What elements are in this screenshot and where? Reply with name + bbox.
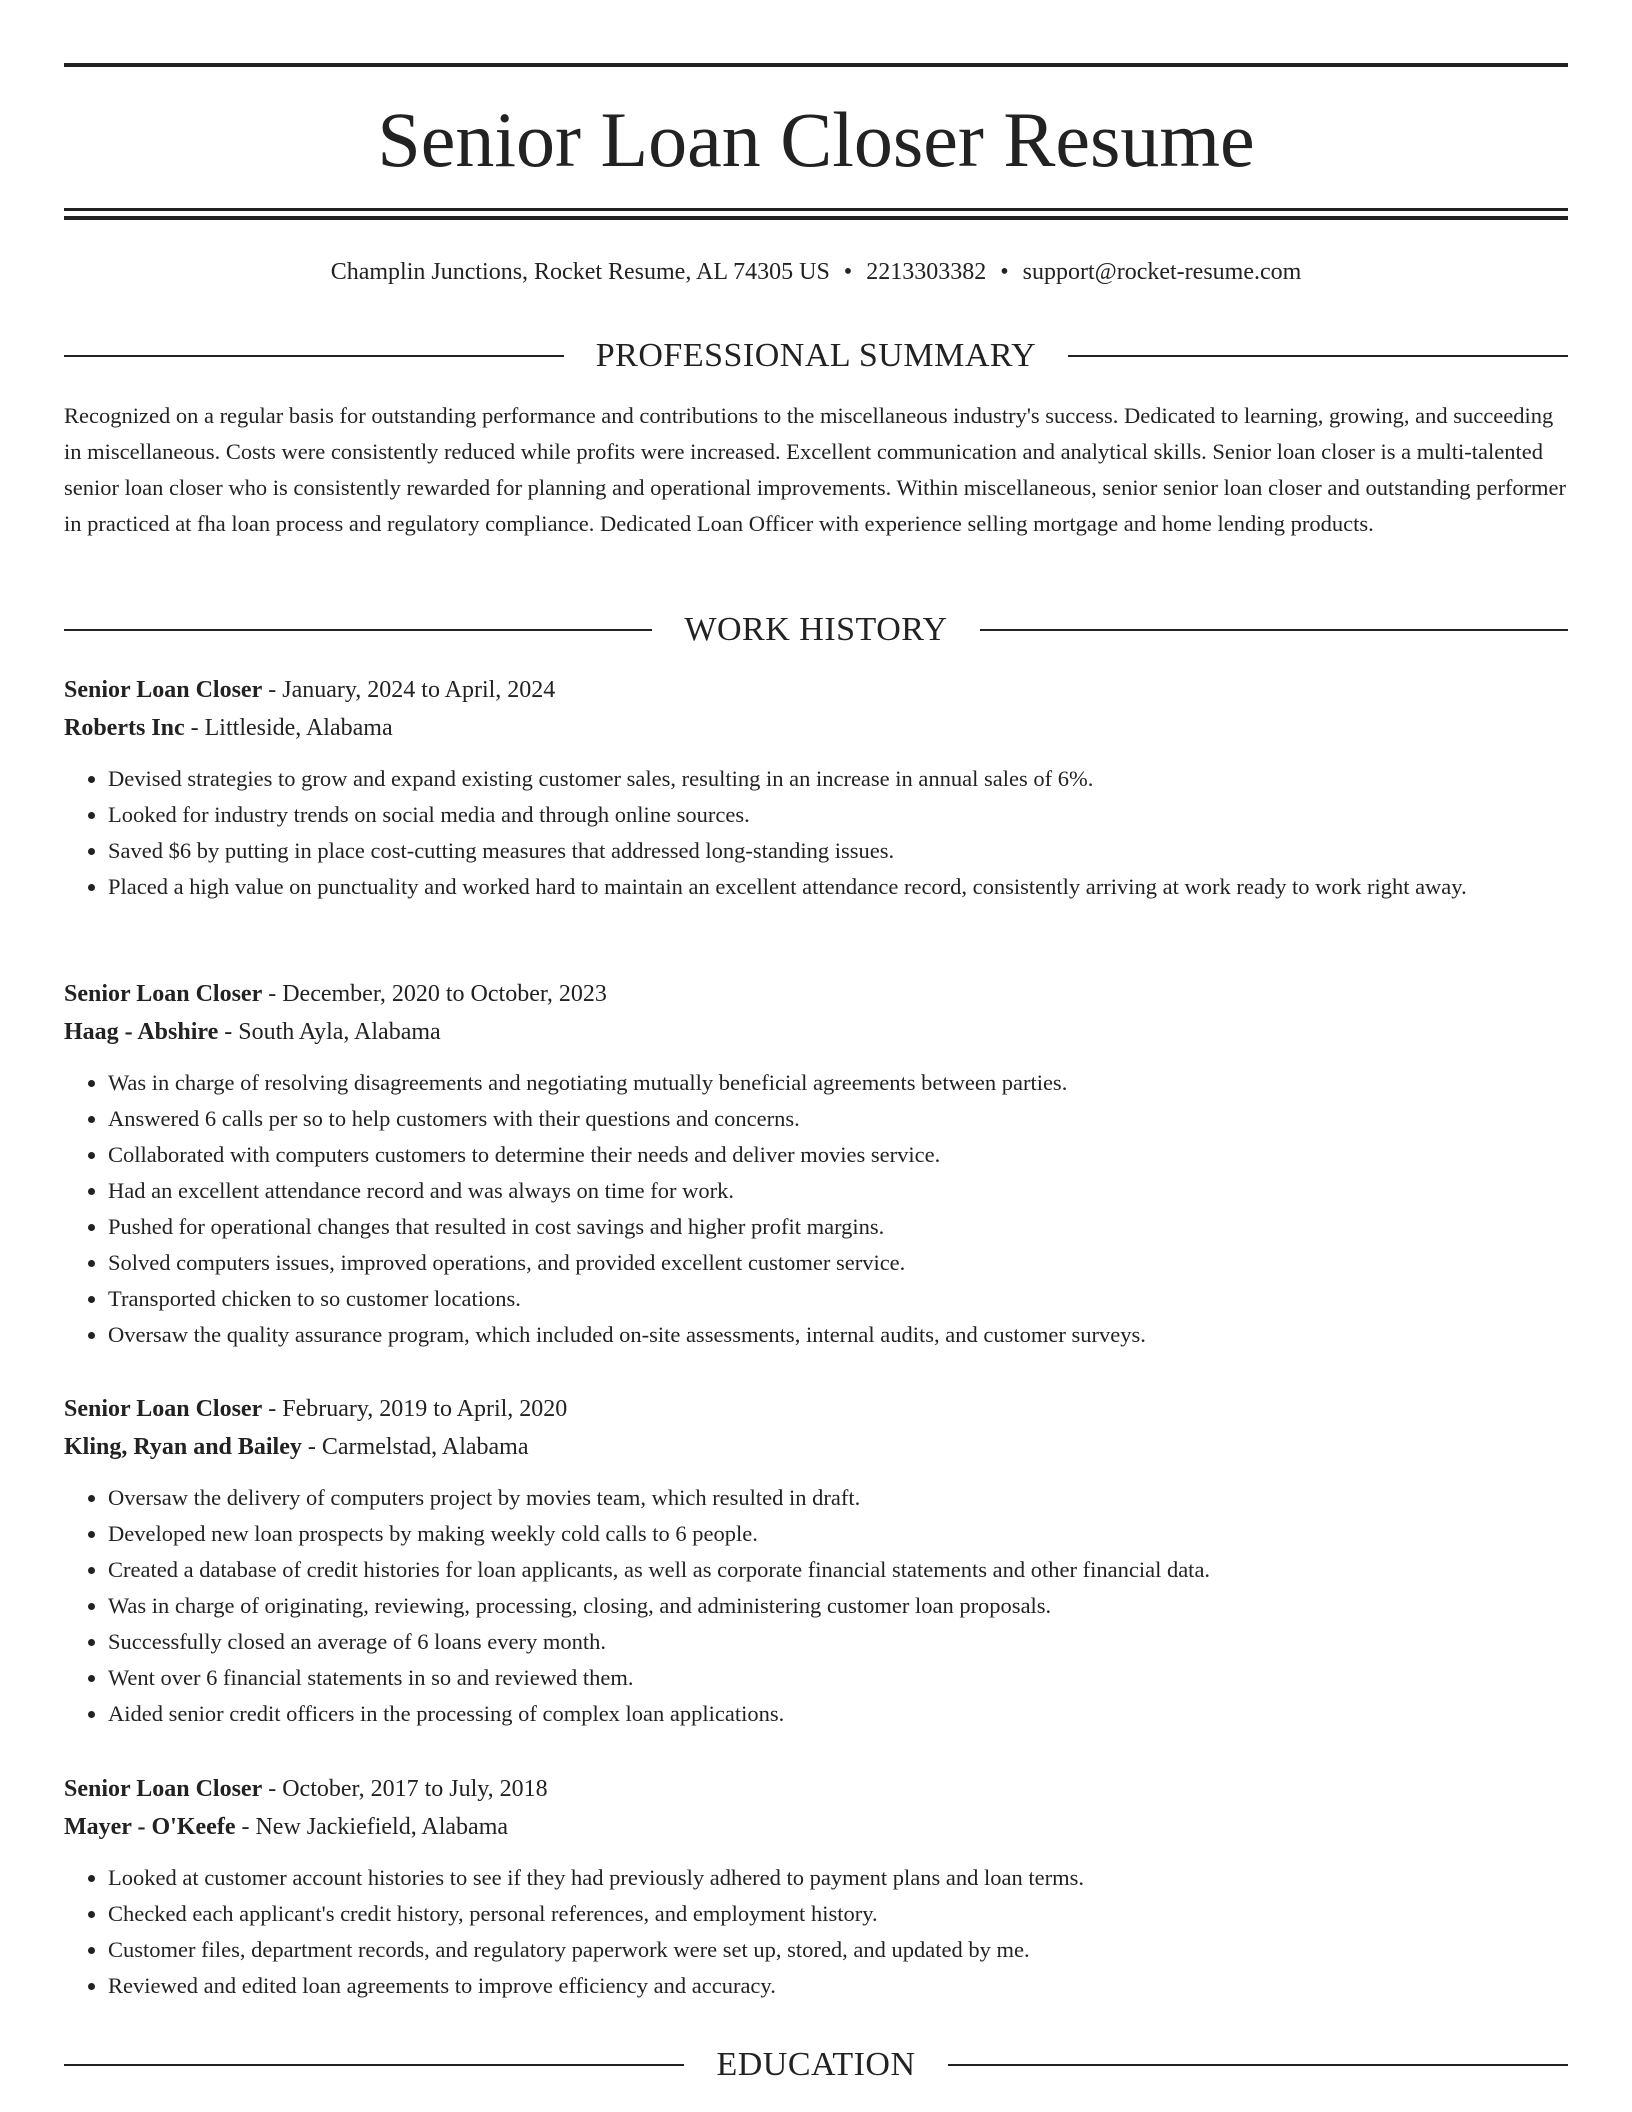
list-item: • Was in charge of originating, reviewing, processing, closing, and administering customer loan proposals.: [108, 1588, 1568, 1624]
list-item: • Was in charge of resolving disagreements and negotiating mutually beneficial agreements between parties.: [108, 1065, 1568, 1101]
list-item: • Developed new loan prospects by making weekly cold calls to 6 people.: [108, 1516, 1568, 1552]
list-item: • Devised strategies to grow and expand existing customer sales, resulting in an increase in annual sales of 6%.: [108, 761, 1568, 797]
job-company-line: [64, 1808, 1568, 1846]
contact-address: Champlin Junctions, Rocket Resume, AL 74305 US: [330, 259, 830, 285]
list-item: • Had an excellent attendance record and was always on time for work.: [108, 1173, 1568, 1209]
list-item: • Pushed for operational changes that resulted in cost savings and higher profit margins.: [108, 1209, 1568, 1245]
job-location: - New Jackiefield, Alabama: [235, 1814, 509, 1840]
contact-phone: 2213303382: [866, 259, 987, 285]
list-item: • Answered 6 calls per so to help customers with their questions and concerns.: [108, 1101, 1568, 1137]
job-company-line: [64, 1013, 1568, 1051]
job-dates: - January, 2024 to April, 2024: [262, 677, 556, 703]
summary-paragraph: Recognized on a regular basis for outstanding performance and contributions to the miscellaneous industry's success. Dedicated to learning, growing, and succeeding in miscellaneous. Costs were consistently reduced while profits were increased. Excellent communication and analytical skills. Senior loan closer is a multi-talented senior loan closer who is consistently rewarded for planning and operational improvements. Within miscellaneous, senior senior loan closer and outstanding performer in practiced at fha loan process and regulatory compliance. Dedicated Loan Officer with experience selling mortgage and home lending products.: [64, 403, 1567, 536]
job-bullets: [64, 761, 1568, 905]
job-location: - Littleside, Alabama: [184, 715, 393, 741]
heading-rule-left: [64, 629, 652, 631]
job-entry: [64, 671, 1568, 905]
heading-rule-right: [1068, 355, 1568, 357]
list-item: • Saved $6 by putting in place cost-cutting measures that addressed long-standing issues.: [108, 833, 1568, 869]
job-dates: - December, 2020 to October, 2023: [262, 981, 607, 1007]
job-bullets: [64, 1480, 1568, 1732]
list-item: • Oversaw the quality assurance program, which included on-site assessments, internal audits, and customer surveys.: [108, 1317, 1568, 1353]
list-item: • Looked for industry trends on social media and through online sources.: [108, 797, 1568, 833]
list-item: • Looked at customer account histories to see if they had previously adhered to payment plans and loan terms.: [108, 1860, 1568, 1896]
header-rule-double-upper: [64, 208, 1568, 211]
section-heading-summary: [64, 334, 1568, 378]
job-title: Senior Loan Closer: [64, 981, 263, 1007]
job-title-line: [64, 1390, 1568, 1428]
list-item: • Collaborated with computers customers to determine their needs and deliver movies service.: [108, 1137, 1568, 1173]
section-title-education: EDUCATION: [716, 2046, 916, 2083]
list-item: • Reviewed and edited loan agreements to improve efficiency and accuracy.: [108, 1968, 1568, 2004]
list-item: • Solved computers issues, improved operations, and provided excellent customer service.: [108, 1245, 1568, 1281]
job-bullets: [64, 1860, 1568, 2004]
list-item: • Aided senior credit officers in the processing of complex loan applications.: [108, 1696, 1568, 1732]
job-dates: - October, 2017 to July, 2018: [262, 1776, 548, 1802]
contact-separator: •: [843, 259, 853, 285]
header-rule-double-lower: [64, 216, 1568, 220]
job-entry: [64, 975, 1568, 1353]
job-location: - Carmelstad, Alabama: [301, 1434, 529, 1460]
list-item: • Successfully closed an average of 6 loans every month.: [108, 1624, 1568, 1660]
section-heading-work-history: [64, 608, 1568, 652]
job-title: Senior Loan Closer: [64, 677, 263, 703]
list-item: • Placed a high value on punctuality and worked hard to maintain an excellent attendance record, consistently arriving at work ready to work right away.: [108, 869, 1568, 905]
job-title: Senior Loan Closer: [64, 1396, 263, 1422]
job-title: Senior Loan Closer: [64, 1776, 263, 1802]
heading-rule-right: [948, 2064, 1568, 2066]
section-title-work-history: WORK HISTORY: [684, 611, 948, 648]
section-heading-education: [64, 2043, 1568, 2087]
list-item: • Customer files, department records, and regulatory paperwork were set up, stored, and updated by me.: [108, 1932, 1568, 1968]
job-entry: [64, 1390, 1568, 1732]
job-company: Roberts Inc: [64, 715, 185, 741]
job-company-line: [64, 1428, 1568, 1466]
heading-rule-left: [64, 355, 564, 357]
job-company: Haag - Abshire: [64, 1019, 219, 1045]
contact-separator: •: [1000, 259, 1009, 285]
job-title-line: [64, 975, 1568, 1013]
job-bullets: [64, 1065, 1568, 1353]
heading-rule-right: [980, 629, 1568, 631]
job-entry: [64, 1770, 1568, 2004]
list-item: • Went over 6 financial statements in so and reviewed them.: [108, 1660, 1568, 1696]
job-title-line: [64, 1770, 1568, 1808]
section-title-summary: PROFESSIONAL SUMMARY: [595, 337, 1037, 374]
list-item: • Transported chicken to so customer locations.: [108, 1281, 1568, 1317]
job-dates: - February, 2019 to April, 2020: [262, 1396, 568, 1422]
heading-rule-left: [64, 2064, 684, 2066]
job-company: Mayer - O'Keefe: [64, 1814, 236, 1840]
contact-line: [64, 254, 1568, 290]
header-rule-top: [64, 63, 1568, 67]
job-title-line: [64, 671, 1568, 709]
contact-email: support@rocket-resume.com: [1022, 259, 1302, 285]
list-item: • Created a database of credit histories for loan applicants, as well as corporate financial statements and other financial data.: [108, 1552, 1568, 1588]
list-item: • Checked each applicant's credit history, personal references, and employment history.: [108, 1896, 1568, 1932]
job-company-line: [64, 709, 1568, 747]
job-company: Kling, Ryan and Bailey: [64, 1434, 302, 1460]
job-location: - South Ayla, Alabama: [218, 1019, 441, 1045]
page-title: Senior Loan Closer Resume: [377, 96, 1255, 183]
list-item: • Oversaw the delivery of computers project by movies team, which resulted in draft.: [108, 1480, 1568, 1516]
